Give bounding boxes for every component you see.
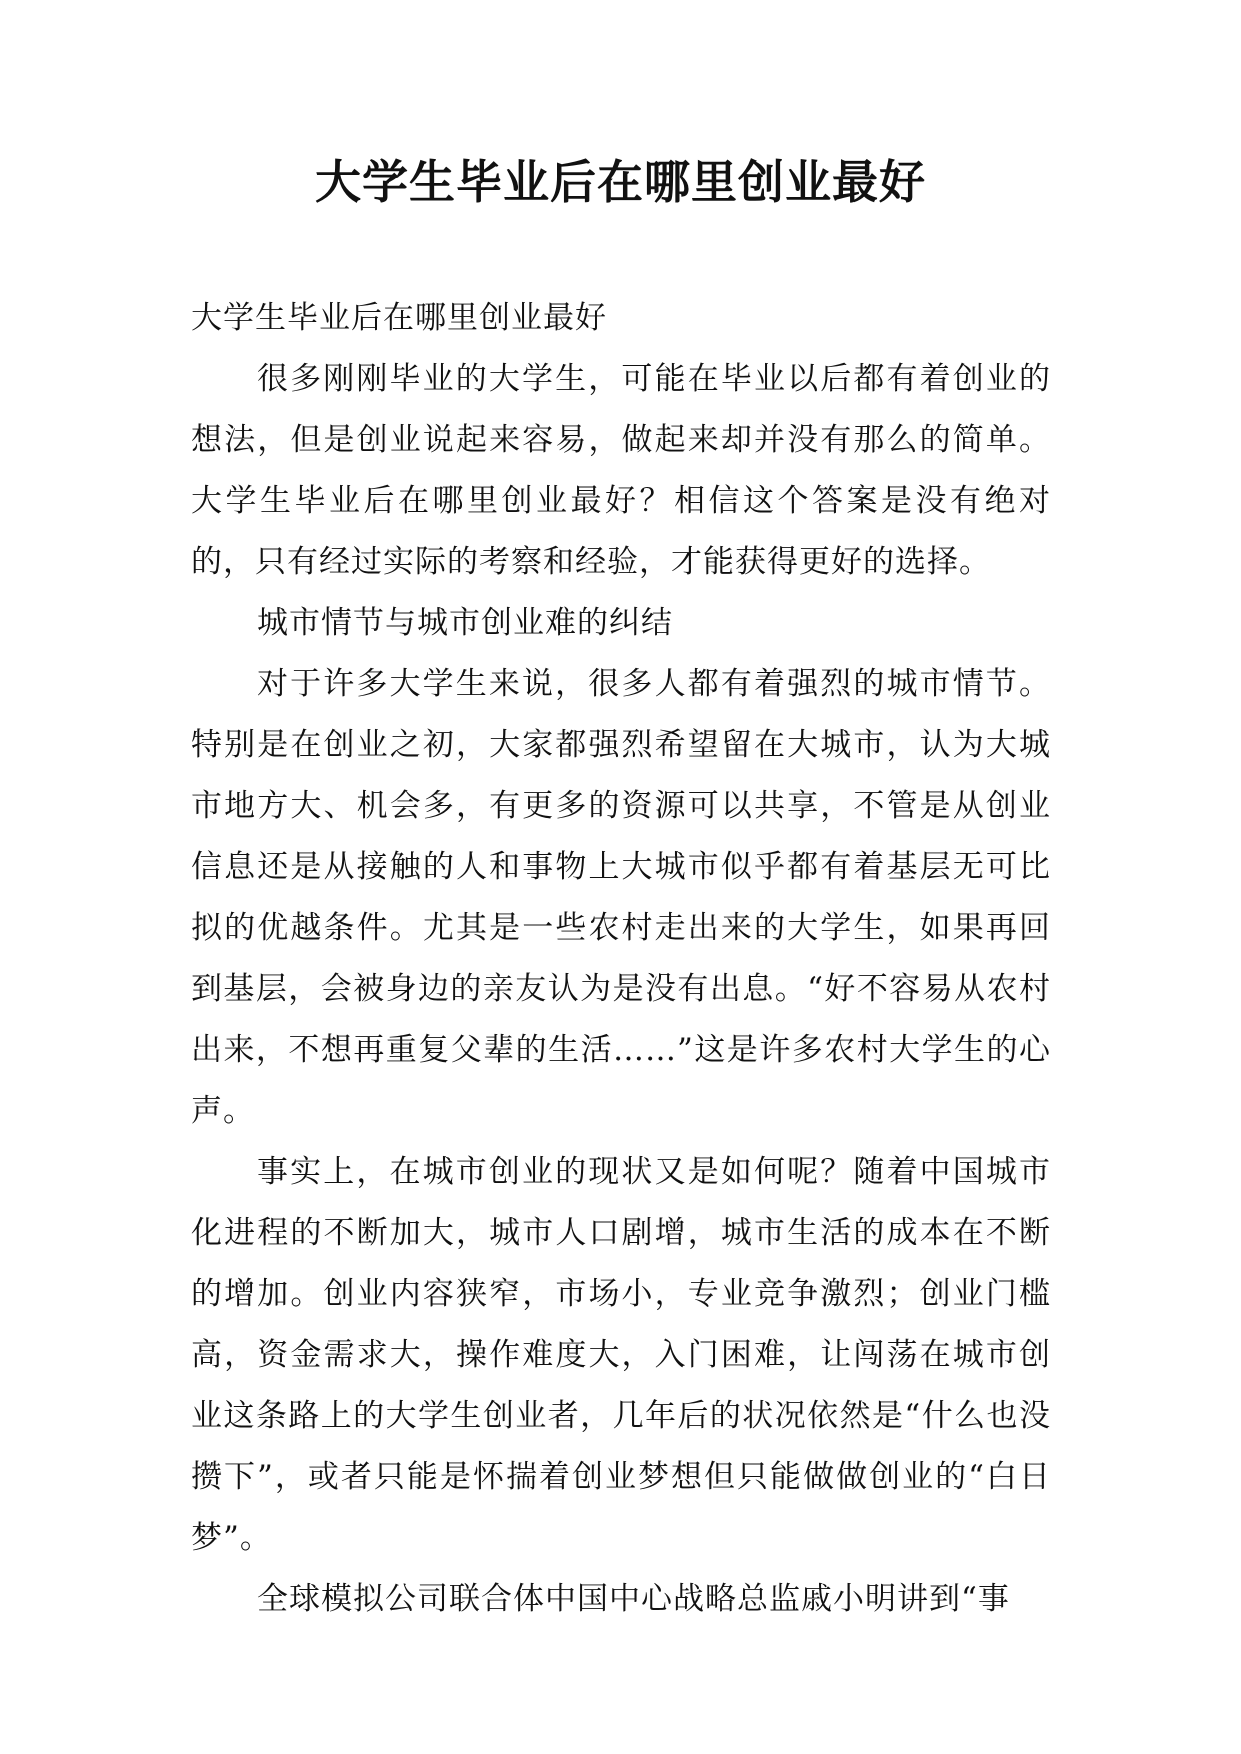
- paragraph-intro: 很多刚刚毕业的大学生，可能在毕业以后都有着创业的想法，但是创业说起来容易，做起来却并没有那么的简单。大学生毕业后在哪里创业最好？相信这个答案是没有绝对的，只有经过实际的考察和经验，才能获得更好的选择。: [191, 361, 1051, 580]
- paragraph-city-reality: 事实上，在城市创业的现状又是如何呢？随着中国城市化进程的不断加大，城市人口剧增，城市生活的成本在不断的增加。创业内容狭窄，市场小，专业竞争激烈；创业门槛高，资金需求大，操作难度大，入门困难，让闯荡在城市创业这条路上的大学生创业者，几年后的状况依然是“什么也没攒下”，或者只能是怀揣着创业梦想但只能做做创业的“白日梦”。: [191, 1154, 1051, 1556]
- document-body: [191, 288, 1051, 1630]
- paragraph-city-complex: 对于许多大学生来说，很多人都有着强烈的城市情节。特别是在创业之初，大家都强烈希望留在大城市，认为大城市地方大、机会多，有更多的资源可以共享，不管是从创业信息还是从接触的人和事物上大城市似乎都有着基层无可比拟的优越条件。尤其是一些农村走出来的大学生，如果再回到基层，会被身边的亲友认为是没有出息。“好不容易从农村出来，不想再重复父辈的生活……”这是许多农村大学生的心声。: [191, 666, 1051, 1129]
- paragraph-quote-start: 全球模拟公司联合体中国中心战略总监戚小明讲到“事: [257, 1581, 1010, 1617]
- document-title: 大学生毕业后在哪里创业最好: [315, 155, 926, 209]
- section-heading: 城市情节与城市创业难的纠结: [257, 605, 673, 641]
- paragraph-subtitle: 大学生毕业后在哪里创业最好: [191, 300, 607, 336]
